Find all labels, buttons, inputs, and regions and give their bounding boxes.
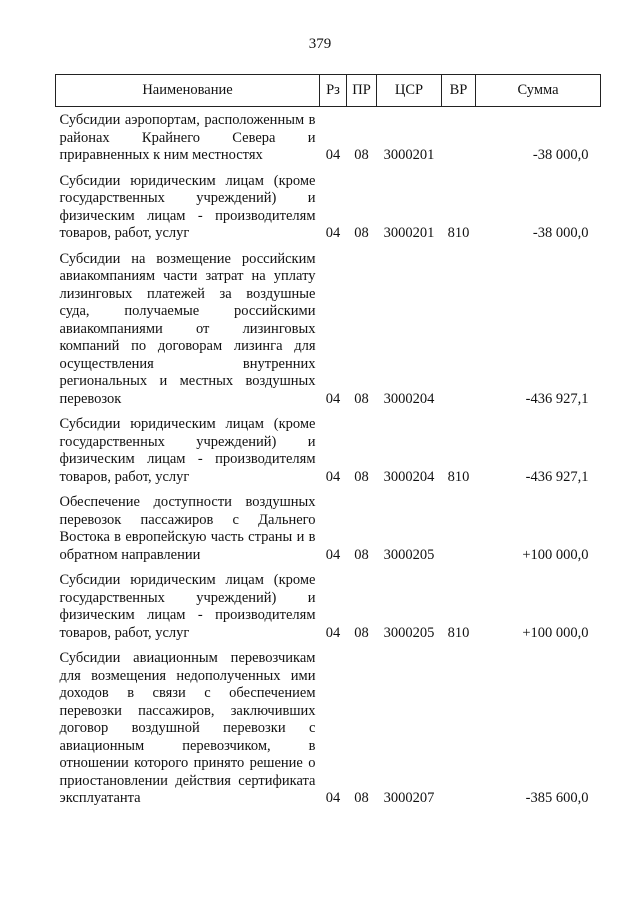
table-row [56,645,601,811]
row-sum: -385 600,0 [525,790,589,806]
row-pr: 08 [354,790,369,806]
row-pr: 08 [354,390,369,407]
header-pr: ПР [347,75,377,107]
row-sum: -38 000,0 [532,225,589,241]
row-csr: 3000201 [383,225,435,241]
row-csr: 3000207 [383,790,435,806]
row-vr [442,246,476,412]
row-vr: 810 [447,468,470,485]
row-csr: 3000205 [383,546,435,563]
table-row [56,168,601,246]
page-number: 379 [308,36,332,52]
row-rz: 04 [325,790,341,806]
row-csr: 3000204 [383,468,435,485]
row-name: Обеспечение доступности воздушных перевозок пассажиров с Дальнего Востока в европейскую часть страны и в обратном направлении [59,494,316,563]
row-rz: 04 [325,468,341,485]
row-sum: +100 000,0 [522,624,589,641]
row-name: Субсидии юридическим лицам (кроме государственных учреждений) и физическим лицам - производителям товаров, работ, услуг [59,172,316,241]
row-csr: 3000205 [383,624,435,641]
row-rz: 04 [325,225,341,241]
row-csr: 3000204 [383,390,435,407]
row-vr [442,489,476,567]
row-name: Субсидии авиационным перевозчикам для возмещения недополученных ими доходов в связи с обеспечением перевозки пассажиров, заключивших договор воздушной перевозки с авиационным перевозчиком, в отношении которого принято решение о приостановлении действия сертификата эксплуатанта [59,650,316,806]
row-rz: 04 [325,546,341,563]
row-name: Субсидии на возмещение российским авиакомпаниям части затрат на уплату лизинговых платежей за воздушные суда, получаемые российскими авиакомпаниями от лизинговых компаний по договорам лизинга для осуществления внутренних региональных и местных воздушных перевозок [59,250,316,407]
row-name: Субсидии аэропортам, расположенным в районах Крайнего Севера и приравненных к ним местностях [59,112,316,163]
row-pr: 08 [354,147,369,163]
row-pr: 08 [354,225,369,241]
budget-table [55,74,601,811]
table-header [56,75,601,107]
row-pr: 08 [354,546,369,563]
header-rz: Рз [320,75,347,107]
table-row [56,246,601,412]
header-csr: ЦСР [377,75,442,107]
row-name: Субсидии юридическим лицам (кроме государственных учреждений) и физическим лицам - производителям товаров, работ, услуг [59,572,316,641]
row-rz: 04 [325,390,341,407]
row-rz: 04 [325,624,341,641]
row-pr: 08 [354,468,369,485]
row-vr [442,107,476,168]
table-row [56,489,601,567]
row-pr: 08 [354,624,369,641]
header-vr: ВР [442,75,476,107]
row-sum: -436 927,1 [525,468,589,485]
row-csr: 3000201 [383,147,435,163]
row-rz: 04 [325,147,341,163]
row-vr [442,645,476,811]
table-row [56,107,601,168]
row-name: Субсидии юридическим лицам (кроме государственных учреждений) и физическим лицам - производителям товаров, работ, услуг [59,416,316,485]
row-sum: -38 000,0 [532,147,589,163]
row-sum: -436 927,1 [525,390,589,407]
header-name: Наименование [56,75,320,107]
table-row [56,567,601,645]
table-row [56,411,601,489]
row-vr: 810 [447,225,470,241]
header-sum: Сумма [476,75,601,107]
row-vr: 810 [447,624,470,641]
row-sum: +100 000,0 [522,546,589,563]
